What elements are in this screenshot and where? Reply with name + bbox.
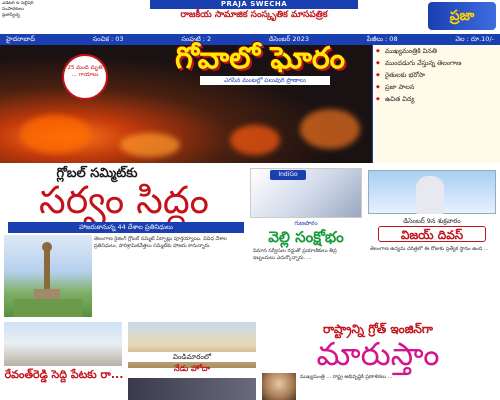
ktr-kicker: డిసెంబర్ 9న శుక్రవారం — [403, 217, 461, 225]
summit-strip: హాజరుకానున్న 44 దేశాల ప్రతినిధులు — [8, 222, 244, 233]
side-news-item[interactable]: ◆ రైతులకు భరోసా — [373, 69, 500, 81]
statue-photo — [4, 235, 92, 317]
side-news-item[interactable]: ◆ ముఖ్యమంత్రికి వినతి — [373, 45, 500, 57]
middle-kicker: గుణపాఠం — [294, 220, 318, 227]
summit-body: తెలంగాణ రైజింగ్ గ్లోబల్ సమ్మిట్ ఏర్పాట్లు పూర్తయ్యాయి. వివిధ దేశాల ప్రతినిధులు, పారిశ్రామికవేత్తలు సమ్మిట్‌కు హాజరు కానున్నారు. — [94, 236, 227, 249]
side-news-column — [372, 45, 500, 163]
masthead-credits — [2, 1, 94, 33]
statue-icon — [4, 235, 92, 317]
side-news-item[interactable]: ◆ ఉచిత విద్య — [373, 93, 500, 105]
side-news-item[interactable]: ◆ ముందడుగు వేస్తున్న తెలంగాణ — [373, 57, 500, 69]
date-label: డిసెంబర్ 2023 — [268, 34, 309, 43]
masthead — [0, 0, 500, 34]
main-subhead: ఎగసిన మంటల్లో పలువురి ప్రాణాలు — [200, 76, 330, 85]
vinder-headline[interactable]: నేడు హోదా — [173, 364, 211, 373]
credit-line: సంపాదకులు — [2, 7, 24, 12]
middle-headline[interactable]: వెల్లి సంక్షోభం — [268, 228, 344, 246]
city-label: హైదరాబాద్ — [6, 34, 35, 43]
vinder-kicker: విండిమారంలో — [128, 352, 256, 362]
price-label: వెల : రూ.10/- — [455, 34, 494, 43]
newspaper-logo: ప్రజా — [428, 2, 496, 30]
side-news-item[interactable]: ◆ ప్రజా పాలన — [373, 81, 500, 93]
growth-kicker: రాష్ట్రాన్ని గ్రోత్ ఇంజిన్‌గా — [323, 322, 433, 336]
masthead-tagline: రాజకీయ సామాజిక సంస్కృతిక మాసపత్రిక — [180, 10, 328, 20]
aircraft-photo — [250, 168, 362, 218]
summit-headline[interactable]: సర్వం సిద్ధం — [39, 178, 209, 222]
portrait-photo — [262, 373, 296, 400]
brand-name: PRAJA SWECHA — [150, 0, 358, 9]
casualty-bubble: 25 మంది మృతి ... గాయాలు — [62, 54, 108, 100]
issue-label: సంపుటి : 2 — [181, 34, 212, 43]
speaker-figure — [416, 176, 444, 214]
revanth-headline[interactable]: రేవంత్‌రెడ్డి సెద్ది పేటకు రా... — [4, 368, 124, 381]
meeting-photo — [128, 378, 256, 400]
volume-label: సంచిక : 03 — [92, 34, 124, 43]
credit-line: ఎడిటర్ & పబ్లిషర్ — [2, 1, 34, 6]
ktr-body: తెలంగాణ ఉద్యమ చరిత్రలో ఈ రోజుకు ప్రత్యేక స్థానం ఉంది ... — [370, 246, 489, 252]
ktr-headline[interactable]: విజయ్ దివస్ — [378, 226, 486, 242]
group-photo — [4, 322, 122, 366]
pages-label: పేజీలు : 08 — [366, 34, 398, 43]
main-headline: గోవాలో ఘోరం — [175, 41, 345, 76]
growth-body: ముఖ్యమంత్రి ... రాష్ట్ర అభివృద్ధికి ప్రణాళికలు ... — [300, 374, 393, 380]
middle-body: విమాన సర్వీసుల రద్దుతో ప్రయాణికులు తీవ్ర ఇబ్బందులు ఎదుర్కొన్నారు. ... — [253, 248, 337, 261]
credit-line: ప్రజాస్వేచ్ఛ — [2, 13, 21, 18]
growth-headline[interactable]: మారుస్తాం — [316, 335, 440, 373]
airline-brand: IndiGo — [270, 170, 306, 180]
summit-kicker: గ్లోబల్ సమ్మిట్‌కు — [56, 166, 138, 181]
